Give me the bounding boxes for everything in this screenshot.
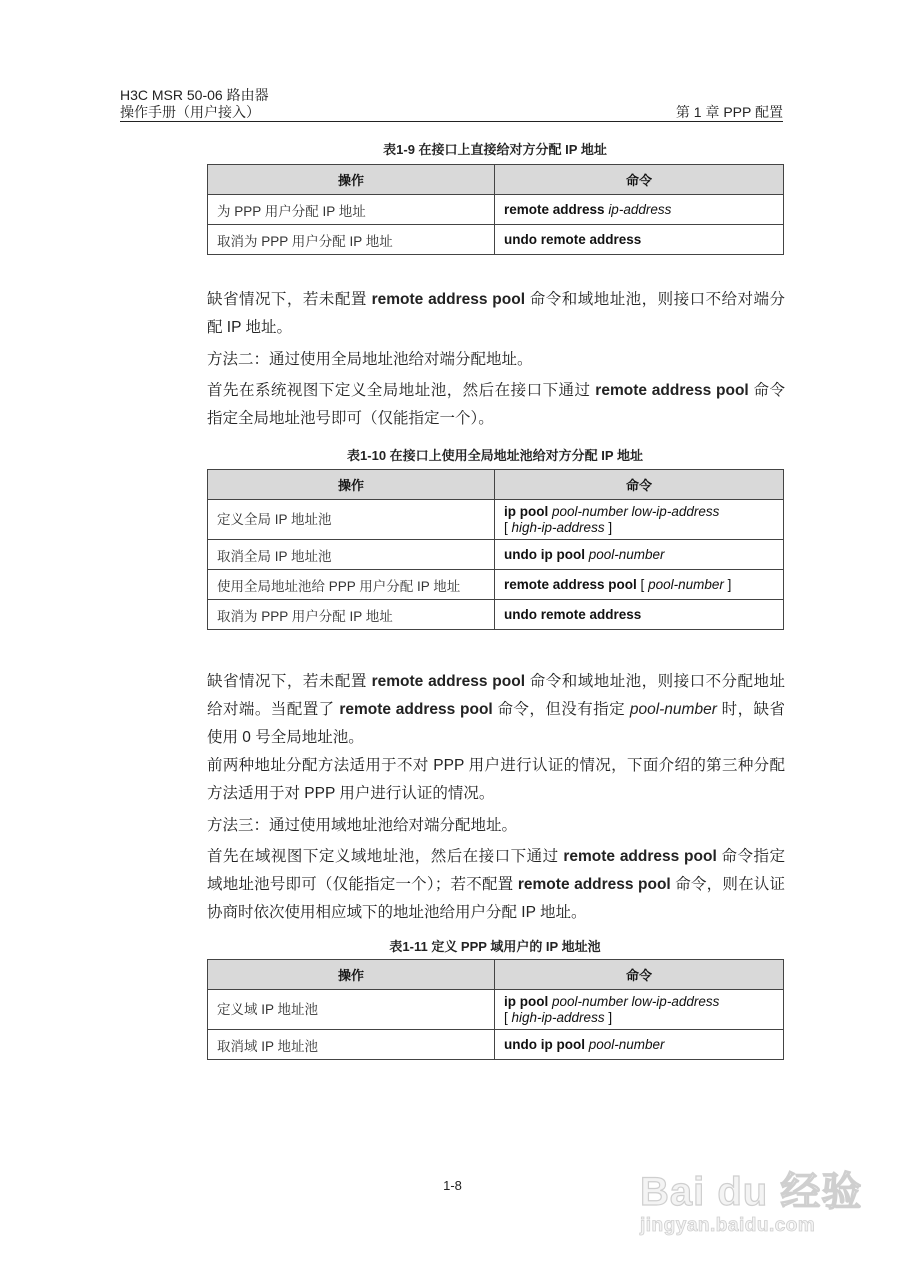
command-keyword: remote address pool — [563, 848, 717, 865]
operation-cell: 取消为 PPP 用户分配 IP 地址 — [208, 225, 495, 255]
command-cell — [495, 225, 784, 255]
command-keyword: ip pool — [504, 503, 549, 519]
text: 命令指定域地址池号即可（仅能指定一个）；若不配置 — [207, 848, 785, 893]
command-keyword: remote address pool — [504, 577, 637, 592]
column-header-command: 命令 — [495, 470, 784, 500]
text: 时，缺省使用 0 号全局地址池。 — [207, 701, 785, 746]
operation-cell: 取消域 IP 地址池 — [208, 1030, 495, 1060]
operation-cell: 为 PPP 用户分配 IP 地址 — [208, 195, 495, 225]
text: 命令指定全局地址池号即可（仅能指定一个）。 — [207, 382, 785, 427]
text: 命令，但没有指定 — [492, 701, 630, 718]
command-keyword: undo remote address — [504, 232, 642, 247]
column-header-command: 命令 — [495, 165, 784, 195]
table-row — [208, 195, 784, 225]
text: 首先在域视图下定义域地址池，然后在接口下通过 — [207, 848, 564, 865]
chapter-title: 第 1 章 PPP 配置 — [675, 104, 783, 120]
command-argument: high-ip-address — [511, 1009, 605, 1025]
command-argument: high-ip-address — [511, 519, 605, 535]
table-row — [208, 600, 784, 630]
bracket: [ — [636, 577, 649, 592]
text: 命令和域地址池，则接口不给对端分配 IP 地址。 — [207, 291, 785, 336]
table-row — [208, 570, 784, 600]
table-caption-1-11: 表1-11 定义 PPP 域用户的 IP 地址池 — [389, 939, 601, 954]
operation-cell: 定义域 IP 地址池 — [208, 990, 495, 1030]
command-argument: pool-number — [588, 1037, 665, 1052]
table-row — [208, 1030, 784, 1060]
command-cell — [495, 500, 784, 540]
table-row — [208, 225, 784, 255]
text: 缺省情况下，若未配置 — [207, 673, 372, 690]
bracket: ] — [723, 577, 732, 592]
command-argument: pool-number low-ip-address — [552, 503, 720, 519]
column-header-operation: 操作 — [208, 470, 495, 500]
table-1-11 — [207, 959, 784, 1060]
command-cell — [495, 540, 784, 570]
command-argument: pool-number — [588, 547, 665, 562]
table-header-row — [208, 470, 784, 500]
table-caption-1-9: 表1-9 在接口上直接给对方分配 IP 地址 — [383, 142, 607, 157]
header-divider — [120, 121, 783, 122]
command-cell — [495, 570, 784, 600]
text: 命令和域地址池，则接口不分配地址给对端。当配置了 — [207, 673, 785, 718]
paragraph-default-pool — [207, 668, 785, 752]
command-keyword: undo ip pool — [504, 547, 585, 562]
operation-cell: 取消为 PPP 用户分配 IP 地址 — [208, 600, 495, 630]
manual-name: 操作手册（用户接入） — [120, 104, 260, 120]
command-argument: pool-number low-ip-address — [552, 993, 720, 1009]
command-cell — [495, 990, 784, 1030]
table-row — [208, 540, 784, 570]
paragraph-method-three: 方法三：通过使用域地址池给对端分配地址。 — [207, 817, 518, 834]
table-1-10 — [207, 469, 784, 630]
paragraph-domain-pool — [207, 843, 785, 927]
command-keyword: undo remote address — [504, 607, 642, 622]
command-keyword: undo ip pool — [504, 1037, 585, 1052]
command-argument: ip-address — [608, 202, 672, 217]
column-header-operation: 操作 — [208, 960, 495, 990]
paragraph-global-pool — [207, 377, 785, 433]
table-1-9 — [207, 164, 784, 255]
command-cell — [495, 1030, 784, 1060]
table-header-row — [208, 165, 784, 195]
bracket: ] — [604, 1009, 613, 1025]
paragraph-default-behavior — [207, 286, 785, 342]
command-argument: pool-number — [629, 701, 717, 718]
operation-cell: 定义全局 IP 地址池 — [208, 500, 495, 540]
command-cell — [495, 195, 784, 225]
command-keyword: ip pool — [504, 993, 549, 1009]
bracket: ] — [604, 519, 613, 535]
command-keyword: remote address pool — [371, 291, 526, 308]
page-number: 1-8 — [443, 1178, 462, 1193]
column-header-operation: 操作 — [208, 165, 495, 195]
operation-cell: 使用全局地址池给 PPP 用户分配 IP 地址 — [208, 570, 495, 600]
command-keyword: remote address pool — [595, 382, 749, 399]
table-header-row — [208, 960, 784, 990]
paragraph-method-two: 方法二：通过使用全局地址池给对端分配地址。 — [207, 351, 533, 368]
command-keyword: remote address — [504, 202, 605, 217]
operation-cell: 取消全局 IP 地址池 — [208, 540, 495, 570]
baidu-watermark — [640, 1160, 862, 1237]
product-name: H3C MSR 50-06 路由器 — [120, 87, 269, 103]
text: 命令，则在认证协商时依次使用相应域下的地址池给用户分配 IP 地址。 — [207, 876, 785, 921]
column-header-command: 命令 — [495, 960, 784, 990]
watermark-url: jingyan.baidu.com — [640, 1215, 816, 1236]
running-header-left — [120, 87, 269, 121]
bracket: [ — [504, 1009, 512, 1025]
command-keyword: remote address pool — [371, 673, 526, 690]
table-row — [208, 500, 784, 540]
table-row — [208, 990, 784, 1030]
command-cell — [495, 600, 784, 630]
baidu-logo: Bai du 经验 — [640, 1170, 863, 1214]
bracket: [ — [504, 519, 512, 535]
command-argument: pool-number — [648, 577, 724, 592]
command-keyword: remote address pool — [517, 876, 671, 893]
command-keyword: remote address pool — [339, 701, 493, 718]
text: 首先在系统视图下定义全局地址池，然后在接口下通过 — [207, 382, 596, 399]
table-caption-1-10: 表1-10 在接口上使用全局地址池给对方分配 IP 地址 — [347, 448, 643, 463]
text: 缺省情况下，若未配置 — [207, 291, 372, 308]
paragraph-methods-summary: 前两种地址分配方法适用于不对 PPP 用户进行认证的情况，下面介绍的第三种分配方法适用于对 PPP 用户进行认证的情况。 — [207, 757, 785, 802]
